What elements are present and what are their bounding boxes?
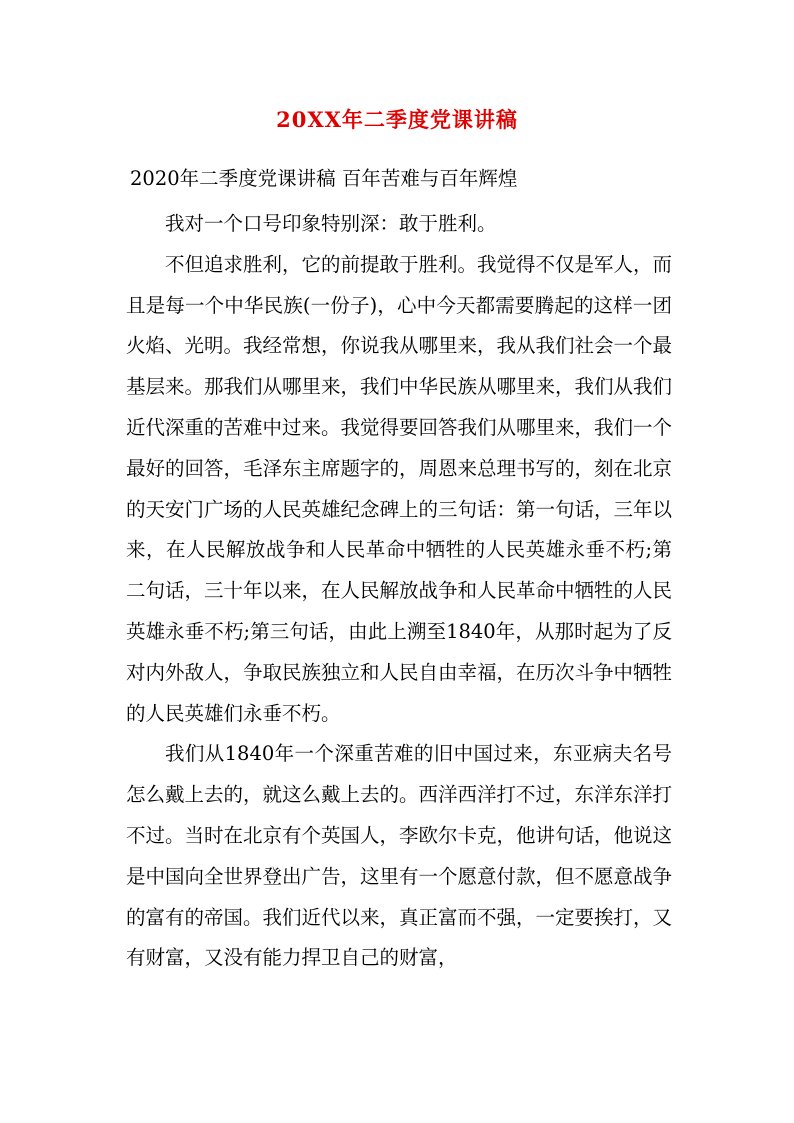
document-title: 20XX年二季度党课讲稿: [276, 107, 518, 132]
document-subtitle: 2020年二季度党课讲稿 百年苦难与百年辉煌: [130, 167, 518, 190]
body-paragraph-3: 我们从1840年一个深重苦难的旧中国过来，东亚病夫名号怎么戴上去的，就这么戴上去的。西洋西洋打不过，东洋东洋打不过。当时在北京有个英国人，李欧尔卡克，他讲句话，他说这是中国向全世界登出广告，这里有一个愿意付款，但不愿意战争的富有的帝国。我们近代以来，真正富而不强，一定要挨打，又有财富，又没有能力捍卫自己的财富，: [126, 742, 673, 970]
body-paragraph-1: 我对一个口号印象特别深：敢于胜利。: [165, 212, 497, 235]
body-paragraph-2: 不但追求胜利，它的前提敢于胜利。我觉得不仅是军人，而且是每一个中华民族(一份子)，心中今天都需要腾起的这样一团火焰、光明。我经常想，你说我从哪里来，我从我们社会一个最基层来。那我们从哪里来，我们中华民族从哪里来，我们从我们近代深重的苦难中过来。我觉得要回答我们从哪里来，我们一个最好的回答，毛泽东主席题字的，周恩来总理书写的，刻在北京的天安门广场的人民英雄纪念碑上的三句话：第一句话，三年以来，在人民解放战争和人民革命中牺牲的人民英雄永垂不朽;第二句话，三十年以来，在人民解放战争和人民革命中牺牲的人民英雄永垂不朽;第三句话，由此上溯至1840年，从那时起为了反对内外敌人，争取民族独立和人民自由幸福，在历次斗争中牺牲的人民英雄们永垂不朽。: [126, 252, 673, 725]
document-body: [126, 204, 672, 979]
